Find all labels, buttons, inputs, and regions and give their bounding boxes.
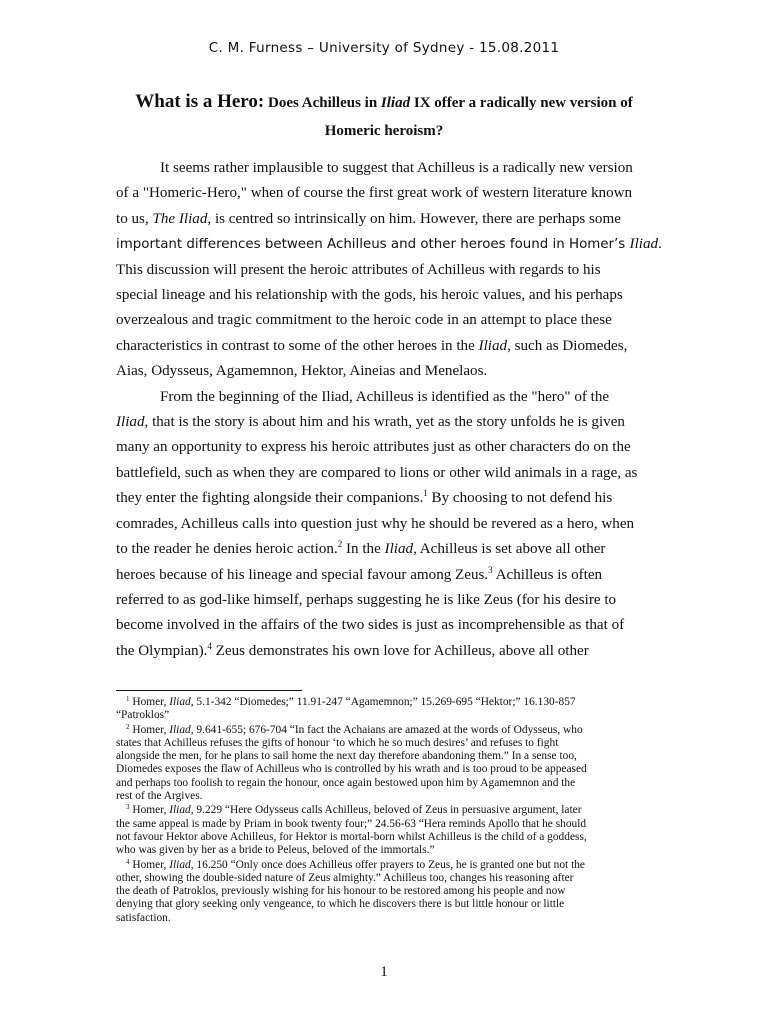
footnote-ref-2[interactable]: 2 [337, 539, 343, 550]
text-line: From the beginning of the Iliad, Achilleus is identified as the "hero" of the [160, 388, 610, 405]
text-line: heroes because of his lineage and special favour among Zeus.$^3$ Achilleus is often [116, 564, 603, 583]
text-line: characteristics in contrast to some of the other heroes in the Iliad, such as Diomedes, [116, 337, 628, 354]
text-line: important differences between Achilleus and other heroes found in Homer’s Iliad. [116, 236, 662, 253]
footnote-ref-3[interactable]: 3 [488, 564, 493, 575]
text-line: Iliad, that is the story is about him and his wrath, yet as the story unfolds he is given [116, 414, 625, 431]
title-iliad: Iliad [380, 95, 411, 111]
footnote-4: $^4$ Homer, Iliad, 16.250 “Only once does Achilleus offer prayers to Zeus, he is granted one but not the other, showing the double-sided nature of Zeus almighty.” Achilleus too, changes his reasoning after the death of Patroklos, previously wishing for his honour to be restored among his people and now denying that glory seeking only vengeance, to which he discovers there is but little honour or little satisfaction. [116, 857, 585, 924]
text-line: they enter the fighting alongside their companions.$^1$ By choosing to not defend his [116, 488, 613, 507]
paragraph-2 [116, 385, 651, 664]
text-line: referred to as god-like himself, perhaps suggesting he is like Zeus (for his desire to [116, 591, 617, 608]
text-line: This discussion will present the heroic attributes of Achilleus with regards to his [116, 261, 601, 278]
footnote-3: $^3$ Homer, Iliad, 9.229 “Here Odysseus calls Achilleus, beloved of Zeus in persuasive argument, later the same appeal is made by Priam in book twenty four;” 24.56-63 “Hera reminds Apollo that he should not favour Hektor above Achilleus, for Hektor is mortal-born whilst Achilleus is the child of a goddess, who was given by her as a bride to Peleus, beloved of the immortals.” [116, 803, 587, 857]
text-line: become involved in the affairs of the two sides is just as incomprehensible as that of [116, 617, 625, 634]
essay-body [116, 156, 662, 664]
footnotes [116, 696, 656, 926]
text-line: many an opportunity to express his heroic attributes just as other characters do on the [116, 439, 631, 456]
text-line: of a "Homeric-Hero," when of course the first great work of western literature known [116, 185, 633, 202]
title-lead: What is a Hero: [135, 91, 265, 112]
footnote-ref-4[interactable]: 4 [207, 640, 212, 651]
footnote-1: $^1$ Homer, Iliad, 5.1-342 “Diomedes;” 11.91-247 “Agamemnon;” 15.269-695 “Hektor;” 16.130-857 “Patroklos” [116, 695, 576, 722]
text-line: the Olympian).$^4$ Zeus demonstrates his own love for Achilleus, above all other [116, 640, 589, 659]
essay-title [110, 88, 658, 145]
page-number: 1 [380, 964, 388, 980]
title-part2: IX offer a radically new version of [410, 95, 633, 111]
text-line: battlefield, such as when they are compared to lions or other wild animals in a rage, as [116, 464, 638, 481]
paragraph-1 [116, 156, 662, 385]
text-line: special lineage and his relationship with the gods, his heroic values, and his perhaps [116, 287, 623, 304]
text-line: to the reader he denies heroic action.$^2$ In the Iliad, Achilleus is set above all other [116, 539, 606, 558]
page-header: C. M. Furness – University of Sydney - 15.08.2011 [208, 40, 560, 56]
text-line: comrades, Achilleus calls into question just why he should be revered as a hero, when [116, 515, 635, 532]
text-line: overzealous and tragic commitment to the heroic code in an attempt to place these [116, 312, 612, 329]
text-line: It seems rather implausible to suggest that Achilleus is a radically new version [160, 160, 633, 176]
text-line: Aias, Odysseus, Agamemnon, Hektor, Aineias and Menelaos. [116, 363, 488, 380]
footnote-divider [116, 690, 302, 691]
title-part1: Does Achilleus in [264, 95, 381, 111]
title-line2: Homeric heroism? [324, 123, 444, 139]
footnote-2: $^2$ Homer, Iliad, 9.641-655; 676-704 “In fact the Achaians are amazed at the words of Odysseus, who states that Achilleus refuses the gifts of honour ‘to which he so much desires’ and refuses to fight alongside the men, for he plans to sail home the next day therefore abandoning them.” In a sense too, Diomedes exposes the flaw of Achilleus who is controlled by his wrath and is too proud to be appeased and perhaps too foolish to regain the honour, once again bestowed upon him by Agamemnon and the rest of the Argives. [116, 722, 587, 803]
footnote-ref-1[interactable]: 1 [423, 488, 428, 499]
text-line: to us, The Iliad, is centred so intrinsically on him. However, there are perhaps some [116, 210, 621, 227]
